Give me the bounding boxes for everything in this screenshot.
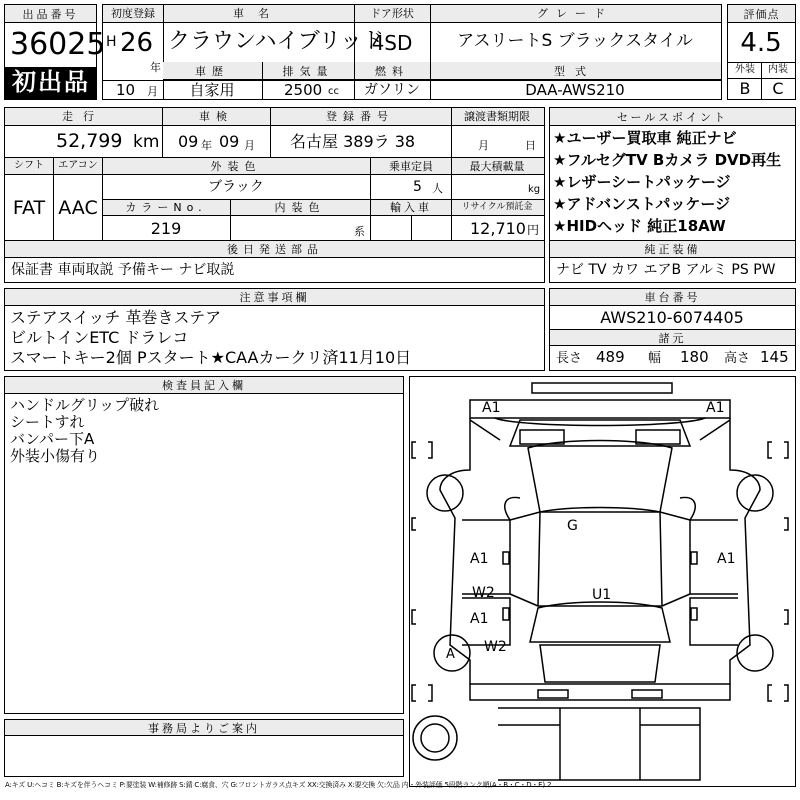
displacement-value: 2500 [284,81,323,99]
inspection-year-unit: 年 [201,139,212,152]
selling-point-item: ★フルセグTV Bカメラ DVD再生 [553,151,782,169]
first-reg-month: 10 [116,81,136,99]
displacement-label: 排気量 [282,65,334,78]
inspector-line: ハンドルグリップ破れ [10,396,160,414]
score-value: 4.5 [740,28,782,58]
exterior-color-value: ブラック [208,179,264,195]
max-load-unit: kg [528,184,541,195]
inspector-line: 外装小傷有り [10,447,101,465]
ext-score-label: 外装 [735,64,755,75]
genuine-equipment-value: ナビ TV カワ エアB アルミ PS PW [556,262,776,278]
first-listing-text: 初出品 [12,68,90,96]
ext-score-value: B [739,79,751,98]
damage-mark: A1 [470,551,489,567]
capacity-unit: 人 [432,182,443,195]
displacement-unit: cc [328,86,339,97]
specs-label: 諸元 [658,331,687,345]
damage-mark: G [567,518,578,534]
capacity-value: 5 [413,179,422,195]
plate-value: 名古屋 389ラ 38 [290,132,416,151]
max-load-label: 最大積載量 [469,160,525,173]
damage-mark: A [446,647,455,662]
caution-line: スマートキー2個 Pスタート★CAAカークリ済11月10日 [10,348,412,367]
car-name-value: クラウンハイブリッド [168,29,385,54]
recycle-label: リサイクル預託金 [461,202,533,212]
mileage-label: 走行 [62,110,104,123]
chassis-label: 車台番号 [644,291,701,304]
caution-line: ステアスイッチ 革巻きステア [10,308,222,327]
selling-point-item: ★レザーシートパッケージ [553,173,731,191]
model-code-value: DAA-AWS210 [525,81,625,99]
width-label: 幅 [648,351,662,366]
history-label: 車歴 [195,65,229,78]
shift-value: FAT [12,197,46,219]
damage-mark: A1 [482,400,501,416]
score-label: 評価点 [743,7,780,21]
selling-point-item: ★ユーザー買取車 純正ナビ [553,129,737,147]
transfer-deadline-label: 譲渡書類期限 [464,110,530,123]
caution-label: 注意事項欄 [239,291,310,304]
exterior-color-label: 外装色 [210,160,262,173]
fuel-value: ガソリン [364,82,420,98]
damage-mark: A1 [470,611,489,627]
inspection-month-unit: 月 [244,139,255,152]
plate-label: 登録番号 [326,110,394,123]
caution-line: ビルトインETC ドラレコ [10,328,189,347]
length-label: 長さ [556,351,583,366]
mileage-unit: km [133,132,160,152]
inspector-line: バンパー下A [10,430,95,448]
car-name-label: 車名 [233,7,283,20]
aircon-value: AAC [58,197,98,219]
transfer-day-unit: 日 [525,139,536,152]
fuel-label: 燃料 [375,65,409,78]
color-no-value: 219 [150,219,182,238]
capacity-label: 乗車定員 [389,160,433,173]
grade-label: グレード [537,7,613,20]
int-score-label: 内装 [768,64,788,75]
damage-mark: W2 [484,639,507,655]
color-no-label: カラーNo. [125,201,207,214]
lot-number: 36025 [10,27,106,62]
interior-color-unit: 系 [354,225,365,238]
damage-mark: A1 [717,551,736,567]
chassis-value: AWS210-6074405 [600,308,744,327]
damage-mark: U1 [592,587,612,603]
first-reg-era: H [106,34,117,50]
transfer-month-unit: 月 [478,139,489,152]
inspector-line: シートすれ [10,413,85,431]
legend-text: A:キズ U:ヘコミ B:キズを伴うヘコミ P:要塗装 W:補修跡 S:錆 C:腐食、穴 G:フロントガラス点キズ XX:交換済み X:要交換 欠:欠品 内・外装評価 5段階ランク順(A・B・C・D・E) 2 [5,781,552,789]
door-label: ドア形状 [370,7,414,20]
selling-point-item: ★HIDヘッド 純正18AW [553,217,726,235]
width-value: 180 [680,348,709,366]
inspector-label: 検査員記入欄 [162,379,246,392]
aircon-label: エアコン [58,160,98,171]
height-label: 高さ [724,351,751,366]
first-reg-year: 26 [120,28,154,58]
model-code-label: 型式 [554,65,596,78]
grade-value: アスリートS ブラックスタイル [457,31,693,51]
damage-mark: W2 [472,585,495,601]
door-value: 4SD [371,31,413,55]
interior-color-label: 内装色 [274,201,326,214]
selling-point-item: ★アドバンストパッケージ [553,195,731,213]
damage-mark: A1 [706,400,725,416]
recycle-value: 12,710 [470,219,526,238]
recycle-unit: 円 [527,223,540,237]
history-value: 自家用 [189,81,235,99]
shift-label: シフト [14,160,44,171]
office-label: 事務局よりご案内 [148,721,260,735]
inspection-year: 09 [178,132,199,151]
selling-points-label: セールスポイント [616,110,728,124]
int-score-value: C [772,79,784,98]
first-reg-year-unit: 年 [150,61,161,74]
import-label: 輸入車 [390,201,432,214]
mileage-value: 52,799 [56,130,123,152]
first-reg-month-unit: 月 [147,85,158,98]
later-parts-label: 後日発送部品 [227,243,323,256]
inspection-month: 09 [219,132,240,151]
length-value: 489 [596,348,625,366]
inspection-label: 車検 [199,110,233,123]
genuine-equipment-label: 純正装備 [644,243,701,256]
later-parts-value: 保証書 車両取説 予備キー ナビ取説 [11,262,235,278]
height-value: 145 [760,348,789,366]
lot-header: 出品番号 [5,5,96,23]
first-reg-label: 初度登録 [111,7,155,20]
